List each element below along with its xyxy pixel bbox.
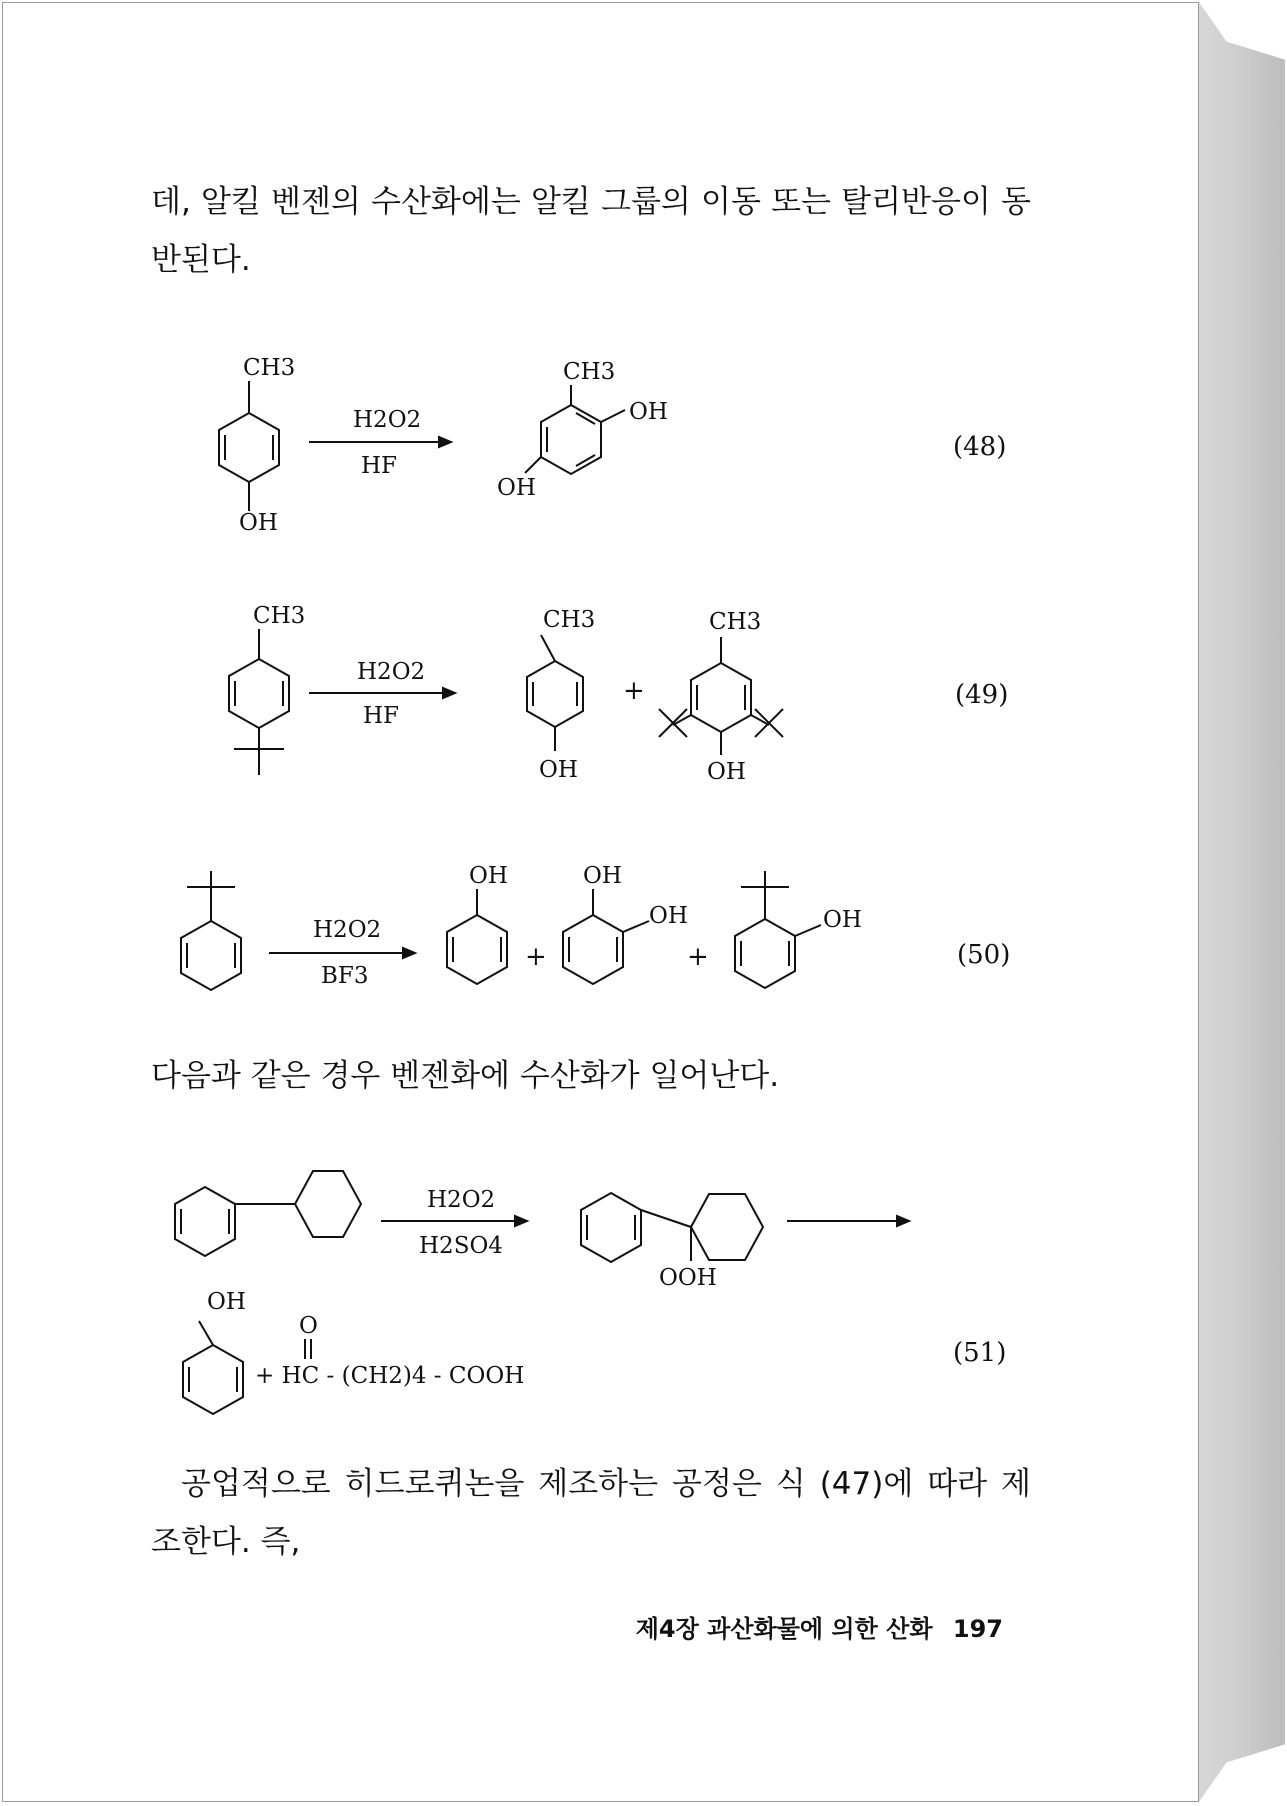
footer-chapter: 제4장 과산화물에 의한 산화 — [635, 1615, 933, 1643]
eq49-reagent-top: H2O2 — [357, 659, 426, 685]
eq51-biphenyl — [175, 1171, 361, 1256]
eq51-carbonyl-bond — [305, 1339, 311, 1359]
eq50-reactant-ring — [181, 871, 241, 990]
eq50-product3-ring — [735, 871, 821, 988]
eq50-product2-oh2: OH — [649, 903, 688, 929]
eq51-carbonyl-o: O — [299, 1313, 318, 1339]
eq48-reactant-oh: OH — [239, 510, 278, 536]
footer-page-number: 197 — [952, 1615, 1003, 1643]
eq48-product-oh1: OH — [629, 399, 668, 425]
paragraph-intro: 데, 알킬 벤젠의 수산화에는 알킬 그룹의 이동 또는 탈리반응이 동반된다. — [151, 184, 1031, 278]
paragraph-benzene: 다음과 같은 경우 벤젠화에 수산화가 일어난다. — [151, 1058, 780, 1094]
eq48-reagent-bottom: HF — [361, 453, 398, 479]
eq49-product2-oh: OH — [707, 759, 746, 785]
eq51-arrow2 — [787, 1216, 909, 1226]
eq50-arrow — [269, 948, 415, 958]
eq49-product2-ch3: CH3 — [709, 609, 762, 635]
eq51-intermediate — [581, 1193, 763, 1262]
eq49-product2-ring — [659, 637, 783, 755]
eq48-product-ring — [525, 385, 625, 474]
paragraph-hydroquinone: 공업적으로 히드로퀴논을 제조하는 공정은 식 (47)에 따라 제조한다. 즉, — [151, 1466, 1031, 1560]
eq50-plus-1: + — [525, 942, 547, 972]
eq51-phenol-ring — [183, 1321, 243, 1414]
eq48-product-ch3: CH3 — [563, 359, 616, 385]
eq51-arrow1 — [381, 1216, 527, 1226]
eq50-number: (50) — [957, 940, 1011, 970]
eq50-reagent-bottom: BF3 — [321, 963, 369, 989]
eq49-product1-ch3: CH3 — [543, 607, 596, 633]
eq49-number: (49) — [955, 680, 1009, 710]
eq48-product-oh2: OH — [497, 475, 536, 501]
eq48-reactant-ch3: CH3 — [243, 355, 296, 381]
eq48-arrow — [309, 437, 451, 447]
eq49-product1-ring — [527, 635, 583, 751]
eq51-chain: + HC - (CH2)4 - COOH — [255, 1363, 525, 1389]
eq50-plus-2: + — [687, 942, 709, 972]
eq50-product3-oh: OH — [823, 907, 862, 933]
eq49-reactant-ch3: CH3 — [253, 603, 306, 629]
eq51-number: (51) — [953, 1338, 1007, 1368]
eq51-reagent-top: H2O2 — [427, 1187, 496, 1213]
eq50-reagent-top: H2O2 — [313, 917, 382, 943]
eq49-plus: + — [623, 676, 645, 706]
eq50-product2-oh1: OH — [583, 863, 622, 889]
eq50-product1-ring — [447, 889, 507, 984]
eq48-number: (48) — [953, 432, 1007, 462]
eq50-product1-oh: OH — [469, 863, 508, 889]
reaction-schemes — [3, 3, 1200, 1503]
eq49-reactant-ring — [229, 629, 289, 775]
eq51-phenol-oh: OH — [207, 1289, 246, 1315]
eq49-product1-oh: OH — [539, 757, 578, 783]
page-footer — [623, 1609, 1003, 1644]
book-page — [2, 2, 1199, 1802]
eq48-reactant-ring — [219, 381, 279, 511]
eq49-arrow — [309, 688, 455, 698]
eq50-product2-ring — [563, 889, 649, 984]
eq49-reagent-bottom: HF — [363, 703, 400, 729]
eq48-reagent-top: H2O2 — [353, 407, 422, 433]
page-stack-edge — [1199, 2, 1285, 1802]
eq51-ooh: OOH — [659, 1265, 717, 1291]
eq51-reagent-bottom: H2SO4 — [419, 1233, 503, 1259]
